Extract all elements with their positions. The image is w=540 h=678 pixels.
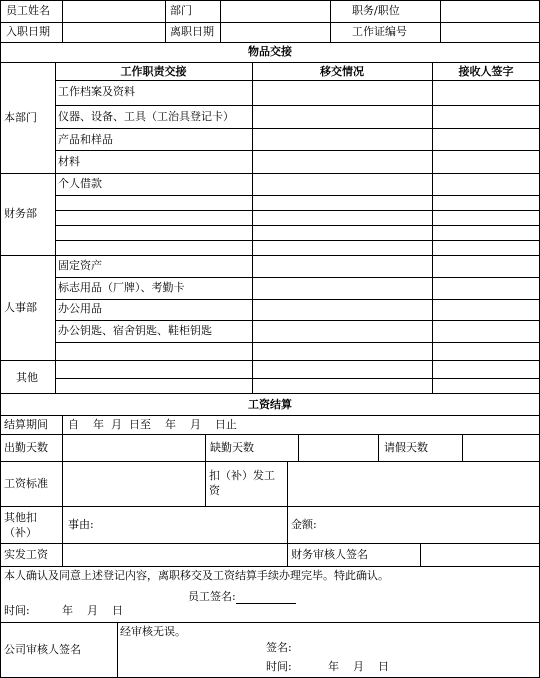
actual-salary-label: 实发工资 [4,548,48,561]
col-receiver-header: 接收人签字 [458,65,514,78]
list-item: 办公用品 [58,302,102,315]
salary-title: 工资结算 [248,398,292,411]
salary-standard-label: 工资标准 [4,477,48,490]
confirm-date: 年 月 日 [62,604,123,617]
absent-days-label: 缺勤天数 [210,441,254,454]
employee-sign-label: 员工签名: [188,590,236,603]
list-item: 产品和样品 [58,133,113,146]
list-item: 固定资产 [58,259,102,272]
join-date-label: 入职日期 [6,25,50,38]
company-date: 年 月 日 [328,660,389,673]
leave-date-label: 离职日期 [170,25,214,38]
list-item: 个人借款 [58,177,102,190]
employee-name-label: 员工姓名 [6,4,50,17]
other-deduct-label: 其他扣（补） [4,511,37,539]
list-item: 工作档案及资料 [58,85,135,98]
reason-label: 事由: [68,518,94,531]
list-item: 仪器、设备、工具（工治具登记卡） [58,110,234,123]
period-value: 自 年 月 日至 年 月 日止 [68,418,237,431]
company-sign-label: 签名: [266,641,292,654]
confirm-statement: 本人确认及同意上述登记内容，离职移交及工资结算手续办理完毕。特此确认。 [4,569,389,582]
list-item: 办公钥匙、宿舍钥匙、鞋柜钥匙 [58,324,212,337]
finance-sign-label: 财务审核人签名 [291,548,368,561]
section-hr: 人事部 [4,301,37,314]
attend-days-label: 出勤天数 [4,441,48,454]
list-item: 材料 [58,155,80,168]
employee-sign-row [188,590,296,604]
period-label: 结算期间 [4,418,48,431]
leave-days-label: 请假天数 [384,441,428,454]
col-duty-header: 工作职责交接 [120,65,187,78]
department-label: 部门 [170,4,192,17]
section-other: 其他 [16,371,38,384]
list-item: 标志用品（厂牌）、考勤卡 [58,281,185,294]
confirm-time-label: 时间: [4,604,30,617]
col-transfer-header: 移交情况 [320,65,364,78]
verified-text: 经审核无误。 [120,625,186,638]
amount-label: 金额: [291,518,317,531]
handover-title: 物品交接 [248,45,292,58]
company-time-label: 时间: [266,660,292,673]
work-id-label: 工作证编号 [352,25,407,38]
deduct-salary-label: 扣（补）发工资 [209,469,275,497]
employee-sign-line[interactable] [236,592,296,604]
section-own-dept: 本部门 [4,111,37,124]
section-finance: 财务部 [4,207,37,220]
company-reviewer-label: 公司审核人签名 [4,643,81,656]
position-label: 职务/职位 [352,4,400,17]
